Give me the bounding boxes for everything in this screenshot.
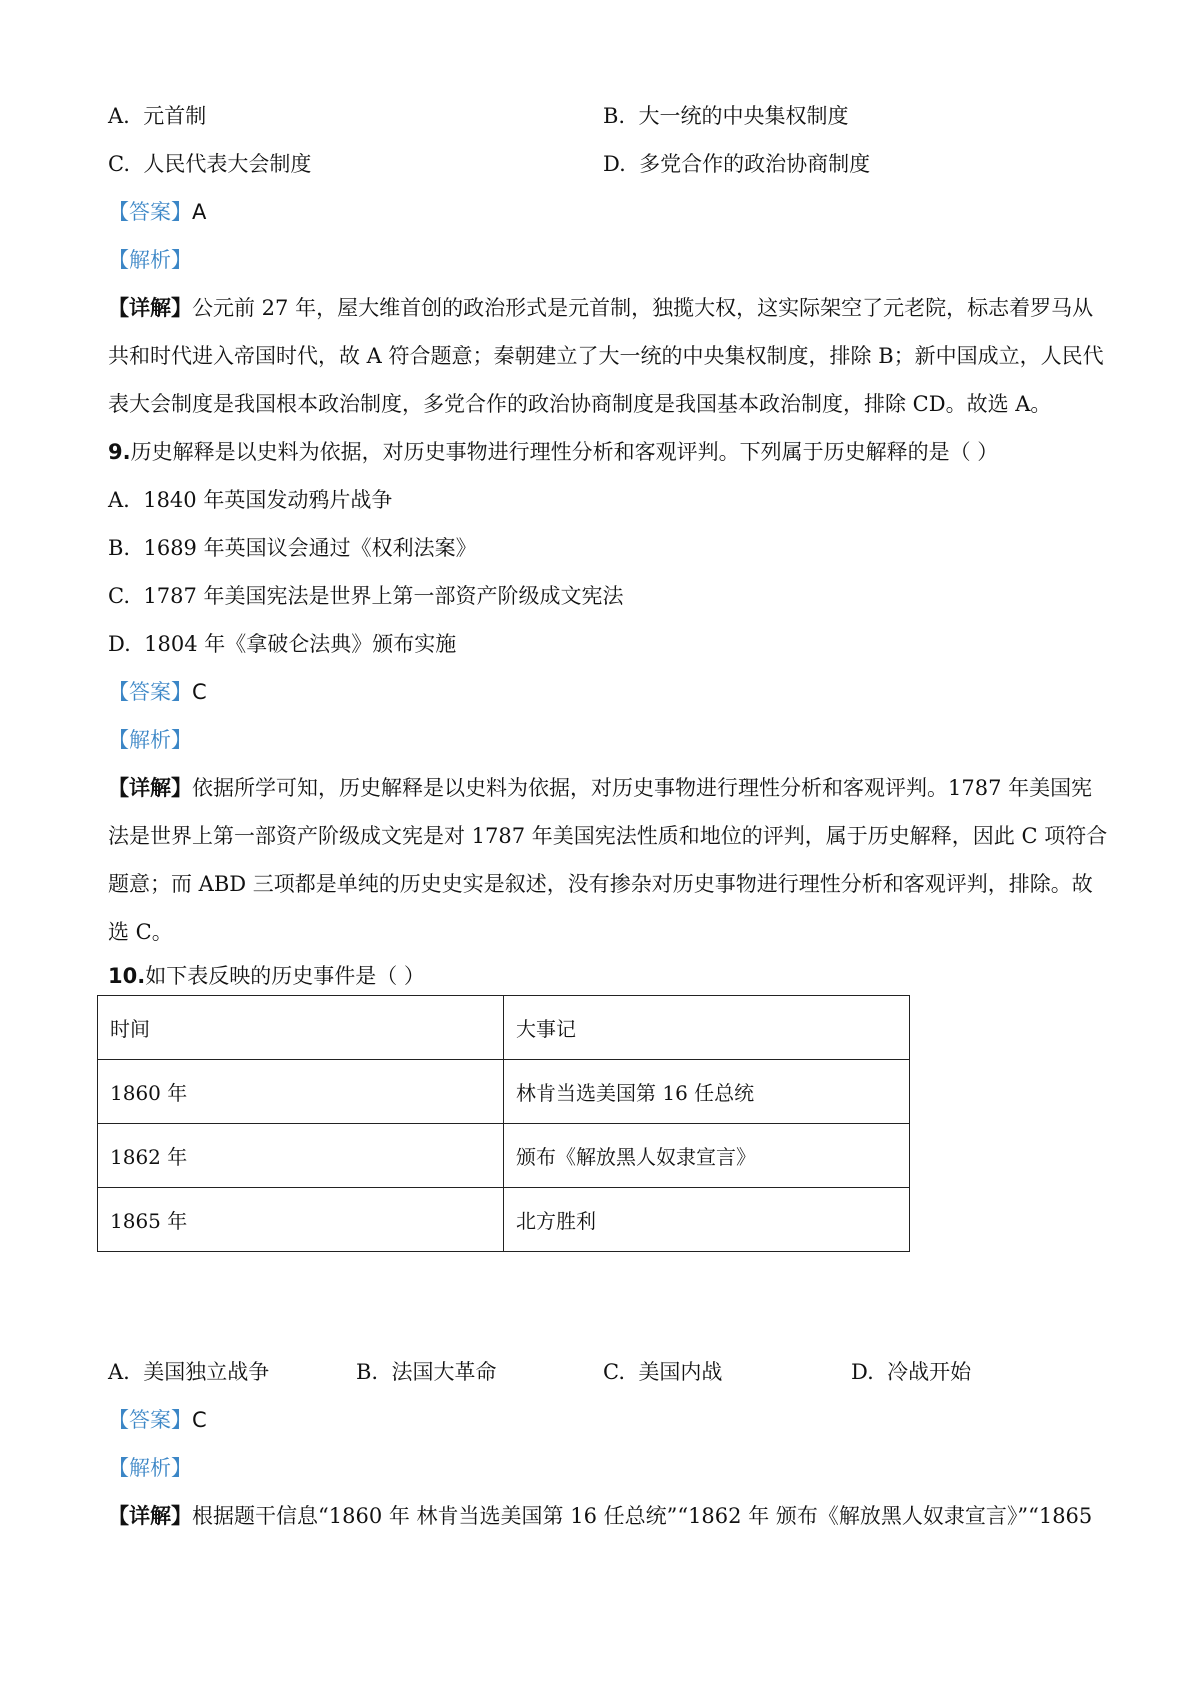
q10-option-b: B. 法国大革命	[356, 1360, 497, 1384]
q9-detail-line-1: 【详解】依据所学可知，历史解释是以史料为依据，对历史事物进行理性分析和客观评判。1787 年美国宪	[108, 776, 1093, 800]
q8-option-a: A. 元首制	[108, 104, 207, 128]
table-cell: 1865 年	[98, 1188, 504, 1252]
q8-analysis-label: 【解析】	[108, 248, 192, 272]
q8-answer: 【答案】A	[108, 200, 207, 224]
q9-question: 9.历史解释是以史料为依据，对历史事物进行理性分析和客观评判。下列属于历史解释的是（ ）	[108, 440, 999, 464]
q10-question: 10.如下表反映的历史事件是（ ）	[108, 964, 425, 988]
table-cell: 颁布《解放黑人奴隶宣言》	[504, 1124, 910, 1188]
table-cell: 1862 年	[98, 1124, 504, 1188]
q10-option-d: D. 冷战开始	[851, 1360, 972, 1384]
q8-detail-line-2: 共和时代进入帝国时代，故 A 符合题意；秦朝建立了大一统的中央集权制度，排除 B；新中国成立，人民代	[108, 344, 1104, 368]
table-header-cell: 时间	[98, 996, 504, 1060]
table-row	[98, 1124, 910, 1188]
q9-analysis-label: 【解析】	[108, 728, 192, 752]
q9-option-d: D. 1804 年《拿破仑法典》颁布实施	[108, 632, 457, 656]
q9-option-a: A. 1840 年英国发动鸦片战争	[108, 488, 393, 512]
q9-detail-line-2: 法是世界上第一部资产阶级成文宪是对 1787 年美国宪法性质和地位的评判，属于历史解释，因此 C 项符合	[108, 824, 1108, 848]
q8-detail-line-1: 【详解】公元前 27 年，屋大维首创的政治形式是元首制，独揽大权，这实际架空了元老院，标志着罗马从	[108, 296, 1094, 320]
q10-answer: 【答案】C	[108, 1408, 207, 1432]
table-row	[98, 1188, 910, 1252]
q10-option-c: C. 美国内战	[603, 1360, 723, 1384]
q8-option-c: C. 人民代表大会制度	[108, 152, 312, 176]
q8-option-b: B. 大一统的中央集权制度	[603, 104, 849, 128]
q10-option-a: A. 美国独立战争	[108, 1360, 270, 1384]
q8-option-d: D. 多党合作的政治协商制度	[603, 152, 871, 176]
q9-detail-line-4: 选 C。	[108, 920, 173, 944]
q10-analysis-label: 【解析】	[108, 1456, 192, 1480]
q9-option-c: C. 1787 年美国宪法是世界上第一部资产阶级成文宪法	[108, 584, 624, 608]
table-row	[98, 1060, 910, 1124]
table-header-cell: 大事记	[504, 996, 910, 1060]
q9-option-b: B. 1689 年英国议会通过《权利法案》	[108, 536, 477, 560]
table-cell: 北方胜利	[504, 1188, 910, 1252]
q9-detail-line-3: 题意；而 ABD 三项都是单纯的历史史实是叙述，没有掺杂对历史事物进行理性分析和客观评判，排除。故	[108, 872, 1093, 896]
q8-detail-line-3: 表大会制度是我国根本政治制度，多党合作的政治协商制度是我国基本政治制度，排除 CD。故选 A。	[108, 392, 1052, 416]
events-table	[97, 995, 910, 1252]
q9-answer: 【答案】C	[108, 680, 207, 704]
table-cell: 1860 年	[98, 1060, 504, 1124]
table-cell: 林肯当选美国第 16 任总统	[504, 1060, 910, 1124]
table-header-row	[98, 996, 910, 1060]
q10-detail-line-1: 【详解】根据题干信息“1860 年 林肯当选美国第 16 任总统”“1862 年 颁布《解放黑人奴隶宣言》”“1865	[108, 1504, 1093, 1528]
